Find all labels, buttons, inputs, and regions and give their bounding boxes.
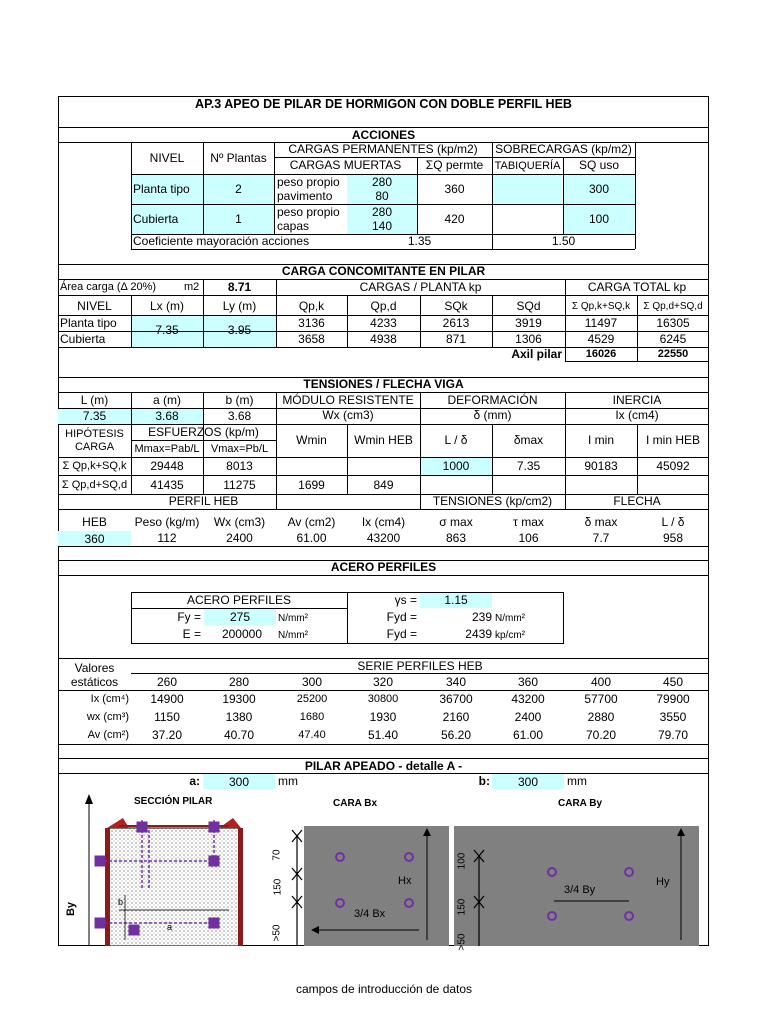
ix-row-label: Ix (cm⁴): [90, 693, 129, 705]
fyd2-unit: kp/cm²: [495, 630, 525, 641]
col-cargas-permanentes: CARGAS PERMANENTES (kp/m2): [288, 142, 478, 156]
coef-label: Coeficiente mayoración acciones: [133, 234, 310, 248]
row-sum: 360: [444, 182, 465, 196]
cell: 1699: [298, 478, 325, 492]
hx-label: Hx: [398, 875, 412, 887]
fyd-unit: N/mm²: [495, 613, 525, 624]
row-nivel: Cubierta: [133, 212, 179, 226]
size-cell: 280: [228, 675, 250, 689]
bx-note: 3/4 Bx: [354, 908, 386, 920]
col-cargas-muertas: CARGAS MUERTAS: [289, 158, 402, 172]
valores-label: Valores: [74, 661, 115, 675]
row-item: peso propio: [277, 175, 340, 189]
col-modulo-unit: Wx (cm3): [322, 408, 374, 422]
perfil-heb: PERFIL HEB: [168, 494, 239, 508]
wx-cell: 1150: [154, 710, 180, 724]
mmax: Mmax=Pab/L: [134, 443, 200, 455]
dmax: δmax: [513, 433, 544, 447]
size-cell: 300: [301, 675, 323, 689]
cell: 112: [157, 531, 177, 545]
cell: 3658: [298, 332, 325, 346]
a-value[interactable]: 3.68: [155, 409, 179, 423]
row-nivel: Cubierta: [60, 332, 106, 346]
av-cell: 56.20: [440, 728, 472, 742]
a-unit: mm: [278, 774, 298, 788]
cell: 11497: [584, 316, 618, 330]
row-nivel: Planta tipo: [60, 316, 117, 330]
cell: 16305: [656, 316, 690, 330]
cell: 958: [662, 531, 684, 545]
by-axis-label: By: [65, 901, 78, 917]
e-label: E =: [182, 627, 201, 641]
by-dim: 100: [456, 852, 468, 870]
col-heb: HEB: [82, 515, 107, 529]
by-dim: >50: [456, 933, 468, 951]
hipotesis: HIPÓTESIS: [65, 428, 124, 440]
bx-dim: 150: [272, 878, 284, 896]
col-sigma: σ max: [439, 515, 473, 529]
col-ix: Ix (cm4): [361, 515, 406, 529]
row-plantas[interactable]: 2: [235, 182, 242, 196]
row-plantas[interactable]: 1: [235, 212, 242, 226]
col-sum-d: Σ Qp,d+SQ,d: [643, 301, 703, 312]
row-value[interactable]: 80: [375, 189, 389, 203]
tensiones-header: TENSIONES / FLECHA VIGA: [303, 377, 464, 391]
e-value: 200000: [221, 627, 262, 641]
col-sq-uso: SQ uso: [578, 158, 620, 172]
carga-total: CARGA TOTAL kp: [587, 280, 687, 294]
axil-d: 22550: [657, 348, 689, 360]
wmin-heb: Wmin HEB: [354, 433, 413, 447]
seccion-pilar-label: SECCIÓN PILAR: [134, 796, 213, 807]
row-nivel: Planta tipo: [133, 182, 190, 196]
av-row-label: Av (cm²): [87, 729, 129, 741]
wx-cell: 2880: [587, 710, 615, 724]
cell: 11275: [223, 478, 256, 492]
size-cell: 360: [517, 675, 539, 689]
b-label: b:: [478, 774, 490, 788]
col-tau: τ max: [513, 515, 544, 529]
acciones-header: ACCIONES: [351, 128, 416, 142]
col-sobrecargas: SOBRECARGAS (kp/m2): [495, 142, 632, 156]
row-value[interactable]: 280: [371, 175, 393, 189]
cara-by-label: CARA By: [558, 798, 603, 809]
row-sum: 420: [444, 212, 465, 226]
cell: 6245: [659, 332, 687, 346]
col-delta: δ max: [584, 515, 618, 529]
col-lx: Lx (m): [150, 299, 184, 313]
tensiones-label: TENSIONES (kp/cm2): [432, 494, 553, 508]
col-wx: Wx (cm3): [213, 515, 266, 529]
col-a: a (m): [153, 393, 181, 407]
coef-perm: 1.35: [407, 234, 432, 248]
col-tabiqueria: TABIQUERÍA: [494, 160, 561, 172]
ix-cell: 14900: [150, 692, 184, 706]
col-q-permte: ΣQ permte: [425, 158, 484, 172]
e-unit: N/mm²: [278, 630, 308, 641]
cara-bx-label: CARA Bx: [333, 798, 378, 809]
pilar-detail-drawing: [59, 790, 709, 946]
cell: 2400: [226, 531, 253, 545]
col-inercia-unit: Ix (cm4): [615, 408, 659, 422]
fyd-label: Fyd =: [386, 610, 417, 624]
ix-cell: 30800: [367, 693, 399, 705]
col-modulo: MÓDULO RESISTENTE: [282, 393, 414, 407]
a-label: a:: [189, 774, 200, 788]
av-cell: 79.70: [657, 728, 689, 742]
area-unit: m2: [184, 281, 200, 293]
wx-cell: 2400: [514, 710, 542, 724]
col-plantas: Nº Plantas: [210, 151, 267, 165]
av-cell: 40.70: [223, 728, 255, 742]
vmax: Vmax=Pb/L: [210, 443, 269, 455]
row-value[interactable]: 280: [371, 205, 393, 219]
by-note: 3/4 By: [564, 884, 596, 896]
hy-label: Hy: [656, 876, 670, 888]
fyd-value: 239: [471, 610, 492, 624]
row-item: capas: [277, 219, 310, 233]
col-ld: L / δ: [661, 515, 685, 529]
a-input[interactable]: 300: [228, 775, 250, 789]
l-delta: L / δ: [444, 433, 468, 447]
lx-value[interactable]: 7.35: [155, 323, 179, 337]
bx-dim: >50: [271, 924, 283, 942]
carga-header: CARGA CONCOMITANTE EN PILAR: [281, 264, 486, 278]
b-input[interactable]: 300: [517, 775, 539, 789]
wmin: Wmin: [296, 433, 327, 447]
size-cell: 260: [156, 675, 178, 689]
cargas-planta: CARGAS / PLANTA kp: [359, 280, 482, 294]
cell: 1306: [515, 332, 542, 346]
wx-row-label: wx (cm³): [86, 711, 129, 723]
ix-cell: 36700: [439, 692, 473, 706]
cell: 7.35: [516, 459, 541, 473]
wx-cell: 1680: [299, 711, 325, 723]
col-qpk: Qp,k: [298, 299, 325, 313]
cell: 45092: [656, 459, 690, 473]
wx-cell: 2160: [442, 710, 470, 724]
row-k-label: Σ Qp,k+SQ,k: [62, 460, 127, 472]
row-uso[interactable]: 300: [588, 182, 610, 196]
acero-header: ACERO PERFILES: [330, 560, 437, 574]
fyd2-value: 2439: [465, 627, 492, 641]
acero-box-title: ACERO PERFILES: [186, 593, 292, 607]
cell: 863: [445, 531, 467, 545]
size-cell: 400: [590, 675, 612, 689]
wx-cell: 1930: [369, 710, 397, 724]
b-unit: mm: [567, 774, 587, 788]
ix-cell: 43200: [511, 692, 545, 706]
cell: 61.00: [296, 531, 327, 545]
row-item: peso propio: [277, 205, 340, 219]
area-value: 8.71: [227, 280, 252, 294]
fyd2-label: Fyd =: [386, 627, 417, 641]
col-L: L (m): [80, 393, 109, 407]
col-nivel: NIVEL: [149, 151, 185, 165]
ix-cell: 57700: [584, 692, 618, 706]
cell: 43200: [366, 531, 401, 545]
wx-cell: 1380: [225, 710, 253, 724]
row-d-label: Σ Qp,d+SQ,d: [61, 479, 128, 491]
cell: 41435: [150, 478, 184, 492]
cell: 871: [445, 332, 467, 346]
col-sqk: SQk: [444, 299, 468, 313]
wx-cell: 3550: [659, 710, 687, 724]
size-cell: 340: [445, 675, 467, 689]
fy-value[interactable]: 275: [229, 610, 251, 624]
size-cell: 320: [372, 675, 394, 689]
col-peso: Peso (kg/m): [134, 515, 200, 529]
footer-note: campos de introducción de datos: [295, 982, 473, 996]
row-value[interactable]: 140: [371, 219, 393, 233]
coef-sobre: 1.50: [551, 234, 576, 248]
av-cell: 70.20: [585, 728, 617, 742]
fy-label: Fy =: [177, 610, 201, 624]
area-label: Área carga (Δ 20%): [60, 281, 157, 293]
av-cell: 51.40: [367, 728, 399, 742]
ix-cell: 79900: [656, 692, 690, 706]
cell: 8013: [226, 459, 253, 473]
av-cell: 37.20: [151, 728, 183, 742]
axil-k: 16026: [585, 348, 617, 360]
cell: 4233: [370, 316, 397, 330]
cell: 4529: [587, 332, 615, 346]
cell: 90183: [584, 459, 618, 473]
axil-label: Axil pilar: [511, 347, 562, 361]
cell: 106: [518, 531, 539, 545]
estaticos-label: estáticos: [70, 675, 119, 689]
col-av: Av (cm2): [287, 515, 336, 529]
gamma-label: γs =: [394, 593, 417, 607]
carga: CARGA: [74, 441, 115, 453]
col-nivel: NIVEL: [77, 299, 112, 313]
col-deformacion: DEFORMACIÓN: [447, 393, 538, 407]
row-item: pavimento: [277, 189, 333, 203]
ix-cell: 19300: [222, 692, 256, 706]
av-cell: 47.40: [298, 729, 326, 741]
input-cell[interactable]: [492, 175, 562, 204]
col-qpd: Qp,d: [370, 299, 397, 313]
cell: 4938: [370, 332, 397, 346]
page-title: AP.3 APEO DE PILAR DE HORMIGON CON DOBLE PERFIL HEB: [195, 97, 572, 111]
serie-title: SERIE PERFILES HEB: [357, 659, 483, 673]
b-value: 3.68: [227, 409, 252, 423]
cell: 2613: [442, 316, 470, 330]
col-deformacion-unit: δ (mm): [473, 408, 512, 422]
col-inercia: INERCIA: [612, 393, 662, 407]
section-a-label: a: [167, 922, 173, 932]
imin: I min: [587, 433, 614, 447]
heb-value[interactable]: 360: [84, 532, 105, 546]
row-uso[interactable]: 100: [588, 212, 610, 226]
L-value[interactable]: 7.35: [82, 409, 107, 423]
cell: 849: [373, 478, 394, 492]
section-b-label: b: [118, 897, 124, 907]
l-delta-value[interactable]: 1000: [442, 459, 470, 473]
cell: 3136: [298, 316, 325, 330]
by-dim: 150: [456, 898, 468, 916]
cell: 3919: [515, 316, 542, 330]
av-cell: 61.00: [512, 728, 544, 742]
col-b: b (m): [225, 393, 254, 407]
imin-heb: I min HEB: [645, 433, 700, 447]
esfuerzos: ESFUERZOS (kp/m): [148, 425, 259, 439]
bx-dim: 70: [271, 849, 283, 861]
size-cell: 450: [662, 675, 684, 689]
ly-value[interactable]: 3.95: [227, 323, 252, 337]
cell: 7.7: [592, 531, 610, 545]
flecha: FLECHA: [613, 494, 661, 508]
col-ly: Ly (m): [222, 299, 257, 313]
col-sum-k: Σ Qp,k+SQ,k: [571, 301, 631, 312]
pilar-header: PILAR APEADO - detalle A -: [304, 759, 463, 773]
fy-unit: N/mm²: [278, 613, 308, 624]
col-sqd: SQd: [516, 299, 541, 313]
gamma-value[interactable]: 1.15: [444, 593, 468, 607]
ix-cell: 25200: [296, 693, 328, 705]
cell: 29448: [150, 459, 184, 473]
